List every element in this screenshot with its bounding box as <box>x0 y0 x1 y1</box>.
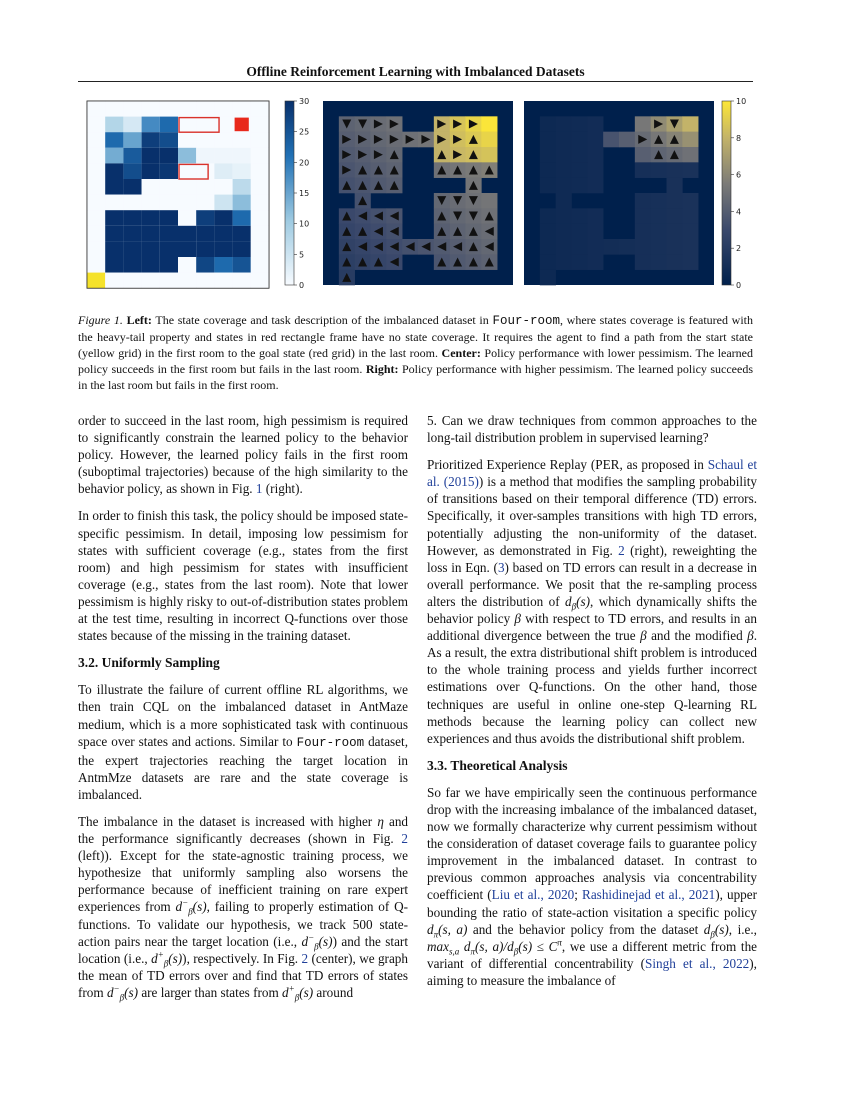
caption-right-head: Right: <box>365 362 399 376</box>
goal-cell <box>235 118 249 132</box>
value-cell <box>587 147 603 163</box>
value-cell <box>635 254 651 270</box>
heatmap-cell <box>87 101 105 117</box>
heatmap-cell <box>233 101 251 117</box>
value-cell <box>587 239 603 255</box>
heatmap-cell <box>178 148 196 164</box>
heatmap-cell <box>105 117 123 133</box>
value-cell <box>667 178 683 194</box>
value-cell <box>572 162 588 178</box>
heatmap-cell <box>142 179 160 195</box>
heatmap-cell <box>251 257 269 273</box>
value-cell <box>682 116 698 132</box>
value-cell <box>587 116 603 132</box>
value-cell <box>572 224 588 240</box>
value-cell <box>572 254 588 270</box>
figure-1 <box>78 95 753 295</box>
colorbar-tick-label: 10 <box>736 97 747 106</box>
heatmap-cell <box>214 132 232 148</box>
math-d-beta-minus: $d^-_\beta(s)$ <box>106 983 139 1003</box>
heatmap-cell <box>233 273 251 289</box>
heatmap-cell <box>105 273 123 289</box>
math-beta: β <box>747 628 754 644</box>
value-cell <box>587 132 603 148</box>
value-cell <box>540 208 556 224</box>
value-cell <box>540 162 556 178</box>
value-cell <box>635 147 651 163</box>
colorbar-tick-label: 6 <box>736 170 742 180</box>
colorbar-tick-label: 15 <box>299 189 310 198</box>
value-cell <box>619 132 635 148</box>
heatmap-cell <box>160 257 178 273</box>
caption-text: Policy performance with lower pessimism. The learned policy succeeds in the first room but fails in the last room. <box>78 346 754 376</box>
value-cell <box>635 162 651 178</box>
policy-higher-pessimism <box>524 101 714 285</box>
value-cell <box>587 208 603 224</box>
heatmap-cell <box>251 163 269 179</box>
value-cell <box>587 224 603 240</box>
value-cell <box>540 178 556 194</box>
value-cell <box>682 254 698 270</box>
heatmap-cell <box>178 163 196 179</box>
colorbar-tick-label: 10 <box>299 219 310 229</box>
value-cell <box>635 193 651 209</box>
heatmap-cell <box>123 148 141 164</box>
heatmap-cell <box>123 241 141 257</box>
value-cell <box>556 132 572 148</box>
value-cell <box>651 239 667 255</box>
heatmap-cell <box>142 257 160 273</box>
value-cell <box>682 224 698 240</box>
value-cell <box>682 208 698 224</box>
section-heading-3-3: 3.3. Theoretical Analysis <box>427 757 568 773</box>
heatmap-cell <box>251 101 269 117</box>
right-column <box>427 412 757 999</box>
heatmap-cell <box>142 210 160 226</box>
colorbar-tick-label: 2 <box>736 244 742 254</box>
math-d-beta: $d_\beta(s)$ <box>565 593 591 612</box>
heatmap-cell <box>142 117 160 133</box>
heatmap-cell <box>178 226 196 242</box>
heatmap-cell <box>105 226 123 242</box>
value-cell <box>682 147 698 163</box>
value-cell <box>667 193 683 209</box>
heatmap-cell <box>160 163 178 179</box>
paragraph: 5. Can we draw techniques from common approaches to the long-tail distribution problem in supervised learning? <box>427 413 757 446</box>
colorbar-value <box>722 101 731 285</box>
heatmap-cell <box>142 132 160 148</box>
heatmap-cell <box>178 210 196 226</box>
heatmap-cell <box>105 101 123 117</box>
heatmap-cell <box>233 179 251 195</box>
value-cell <box>572 132 588 148</box>
value-cell <box>556 178 572 194</box>
heatmap-cell <box>123 195 141 211</box>
heatmap-cell <box>251 179 269 195</box>
math-eta: η <box>377 813 384 829</box>
citation-link[interactable]: Singh et al., 2022 <box>645 955 750 971</box>
caption-text: Policy performance with higher pessimism. The learned policy succeeds in the last room but fails in the first room. <box>78 362 754 392</box>
value-cell <box>572 178 588 194</box>
value-cell <box>682 132 698 148</box>
value-cell <box>651 162 667 178</box>
value-cell <box>481 147 497 163</box>
math-d-beta-minus: $d^-_\beta(s)$ <box>175 898 207 918</box>
value-cell <box>556 162 572 178</box>
heatmap-cell <box>105 148 123 164</box>
math-d-beta-minus: $d^-_\beta(s)$ <box>301 932 333 952</box>
math-d-beta-plus: $d^+_\beta(s)$ <box>282 983 314 1003</box>
value-cell <box>651 254 667 270</box>
heatmap-cell <box>160 226 178 242</box>
heatmap-cell <box>196 163 214 179</box>
colorbar-tick-label: 4 <box>736 207 742 217</box>
value-cell <box>651 208 667 224</box>
heatmap-cell <box>251 226 269 242</box>
heatmap-cell <box>123 132 141 148</box>
caption-text: The state coverage and task description of the imbalanced dataset in <box>151 313 493 327</box>
heatmap-cell <box>87 210 105 226</box>
value-cell <box>587 162 603 178</box>
heatmap-cell <box>123 163 141 179</box>
heatmap-cell <box>123 210 141 226</box>
value-cell <box>556 239 572 255</box>
heatmap-cell <box>196 148 214 164</box>
value-cell <box>481 116 497 132</box>
heatmap-cell <box>233 241 251 257</box>
value-cell <box>667 254 683 270</box>
heatmap-cell <box>196 132 214 148</box>
heatmap-cell <box>87 179 105 195</box>
value-cell <box>481 132 497 148</box>
heatmap-cell <box>178 195 196 211</box>
paragraph: To illustrate the failure of current offline RL algorithms, we then train CQL on the imbalanced dataset in AntMaze medium, which is a more sophisticated task with continuous space over states and actions. Similar to Four-room dataset, the expert trajectories reaching the target location in AntmMze datasets are rare and the state coverage is imbalanced. <box>78 682 408 802</box>
heatmap-cell <box>160 210 178 226</box>
heatmap-cell <box>196 179 214 195</box>
heatmap-cell <box>178 257 196 273</box>
heatmap-cell <box>178 117 196 133</box>
heatmap-cell <box>123 101 141 117</box>
citation-link[interactable]: Schaul et al. (2015) <box>427 457 757 490</box>
heatmap-cell <box>105 163 123 179</box>
value-cell <box>603 239 619 255</box>
paragraph: order to succeed in the last room, high pessimism is required to significantly constrain the learned policy to the behavior policy. However, the learned policy fails in the first room (suboptimal trajectories) because of the high similarity to the behavior policy, as shown in Fig. 1 (right). <box>78 413 408 497</box>
colorbar-coverage <box>285 101 294 285</box>
colorbar-tick-label: 8 <box>736 133 742 143</box>
value-cell <box>572 147 588 163</box>
heatmap-cell <box>160 179 178 195</box>
value-cell <box>572 208 588 224</box>
heatmap-cell <box>214 241 232 257</box>
heatmap-cell <box>123 226 141 242</box>
heatmap-cell <box>214 101 232 117</box>
heatmap-cell <box>105 210 123 226</box>
value-cell <box>635 224 651 240</box>
heatmap-cell <box>105 241 123 257</box>
figure-ref-link[interactable]: 2 <box>301 950 309 966</box>
heatmap-cell <box>87 132 105 148</box>
left-column <box>78 412 408 1011</box>
heatmap-cell <box>160 132 178 148</box>
heatmap-cell <box>87 163 105 179</box>
heatmap-cell <box>214 257 232 273</box>
citation-link[interactable]: Liu et al., 2020 <box>491 887 575 903</box>
heatmap-cell <box>142 273 160 289</box>
heatmap-cell <box>142 241 160 257</box>
value-cell <box>556 193 572 209</box>
heatmap-cell <box>87 148 105 164</box>
policy-lower-pessimism <box>323 101 513 285</box>
heatmap-cell <box>87 273 105 289</box>
figure-ref-link[interactable]: 1 <box>255 481 263 497</box>
figure-ref-link[interactable]: 2 <box>618 542 625 558</box>
value-cell <box>682 193 698 209</box>
colorbar-coverage-ticks <box>294 97 309 290</box>
value-cell <box>587 254 603 270</box>
heatmap-cell <box>233 226 251 242</box>
heatmap-cell <box>160 117 178 133</box>
heatmap-cell <box>214 179 232 195</box>
heatmap-cell <box>123 179 141 195</box>
colorbar-tick-label: 30 <box>299 97 310 106</box>
colorbar-tick-label: 5 <box>299 250 305 260</box>
caption-text: , where states coverage is featured with the heavy-tail property and states in red rectangle frame have no state coverage. It requires the agent to find a path from the start state (yellow grid) in the first room to the goal state (red grid) in the last room. <box>78 313 754 360</box>
heatmap-cell <box>87 195 105 211</box>
heatmap-cell <box>214 226 232 242</box>
value-cell <box>540 224 556 240</box>
colorbar-tick-label: 25 <box>299 127 310 137</box>
math-ratio-bound: $\max_{s,a} d_\pi(s$, $a)/d_\beta(s) \le C^\pi$ <box>427 937 562 957</box>
heatmap-cell <box>233 195 251 211</box>
heatmap-cell <box>196 117 214 133</box>
value-cell <box>651 193 667 209</box>
heatmap-cell <box>142 195 160 211</box>
section-heading-3-2: 3.2. Uniformly Sampling <box>78 655 220 671</box>
math-d-beta: $d_\beta(s)$ <box>703 921 729 940</box>
value-cell <box>556 116 572 132</box>
heatmap-cell <box>105 195 123 211</box>
heatmap-cell <box>142 101 160 117</box>
math-d-beta-plus: $d^+_\beta(s)$ <box>151 949 183 969</box>
value-cell <box>556 224 572 240</box>
value-cell <box>540 116 556 132</box>
heatmap-cell <box>251 195 269 211</box>
heatmap-cell <box>196 273 214 289</box>
heatmap-cell <box>87 241 105 257</box>
heatmap-cell <box>214 210 232 226</box>
coverage-heatmap <box>87 101 269 288</box>
heatmap-cell <box>142 226 160 242</box>
colorbar-tick-label: 20 <box>299 158 310 168</box>
heatmap-cell <box>178 179 196 195</box>
value-cell <box>540 147 556 163</box>
value-cell <box>540 270 556 286</box>
heatmap-cell <box>233 163 251 179</box>
value-cell <box>619 239 635 255</box>
value-cell <box>667 224 683 240</box>
heatmap-cell <box>123 117 141 133</box>
heatmap-cell <box>251 117 269 133</box>
heatmap-cell <box>251 241 269 257</box>
value-cell <box>587 178 603 194</box>
heatmap-cell <box>160 101 178 117</box>
heatmap-cell <box>123 273 141 289</box>
heatmap-cell <box>233 132 251 148</box>
heatmap-cell <box>251 210 269 226</box>
heatmap-cell <box>196 257 214 273</box>
heatmap-cell <box>196 101 214 117</box>
heatmap-cell <box>160 273 178 289</box>
heatmap-cell <box>214 148 232 164</box>
heatmap-cell <box>196 226 214 242</box>
value-cell <box>635 208 651 224</box>
heatmap-cell <box>123 257 141 273</box>
heatmap-cell <box>214 163 232 179</box>
heatmap-cell <box>87 257 105 273</box>
citation-link[interactable]: Rashidinejad et al., 2021 <box>582 887 716 903</box>
heatmap-cell <box>214 195 232 211</box>
heatmap-cell <box>105 257 123 273</box>
heatmap-cell <box>178 241 196 257</box>
value-cell <box>635 239 651 255</box>
value-cell <box>667 208 683 224</box>
env-name: Four-room <box>296 735 365 750</box>
heatmap-cell <box>87 117 105 133</box>
heatmap-cell <box>142 163 160 179</box>
value-cell <box>682 162 698 178</box>
heatmap-cell <box>251 148 269 164</box>
math-d-pi: $d_\pi(s$, a) <box>427 921 468 940</box>
value-cell <box>667 239 683 255</box>
value-cell <box>540 239 556 255</box>
heatmap-cell <box>233 210 251 226</box>
colorbar-value-ticks <box>731 97 746 290</box>
value-cell <box>572 239 588 255</box>
value-cell <box>556 208 572 224</box>
value-cell <box>556 147 572 163</box>
heatmap-cell <box>233 257 251 273</box>
heatmap-cell <box>251 132 269 148</box>
math-beta: β <box>640 628 647 644</box>
value-cell <box>540 132 556 148</box>
paragraph: Prioritized Experience Replay (PER, as proposed in Schaul et al. (2015)) is a method that modifies the sampling probability of transitions based on their temporal difference (TD) errors. Specifically, it over-samples transitions with high TD errors, potentially adjusting the non-uniformity of the dataset. However, as demonstrated in Fig. 2 (right), reweighting the loss in Eqn. (3) based on TD errors can result in a decrease in overall performance. We posit that the re-sampling process alters the distribution of $d_\beta(s)$, which dynamically shifts the behavior policy β with respect to TD errors, and results in an additional divergence between the true β and the modified β. As a result, the extra distributional shift problem is introduced to the whole training process and yields further incorrect estimations over Q-functions. On the other hand, those techniques are useful in online one-step Q-learning RL methods because the learning policy can collect new experiences and thus avoids the distributional shift problem. <box>427 457 758 746</box>
colorbar-tick-label: 0 <box>299 281 305 290</box>
heatmap-cell <box>142 148 160 164</box>
value-cell <box>667 162 683 178</box>
value-cell <box>651 224 667 240</box>
value-cell <box>572 116 588 132</box>
heatmap-cell <box>233 148 251 164</box>
value-cell <box>481 193 497 209</box>
figure-ref-link[interactable]: 2 <box>401 831 408 847</box>
heatmap-cell <box>160 195 178 211</box>
value-cell <box>556 254 572 270</box>
heatmap-cell <box>196 210 214 226</box>
value-cell <box>603 132 619 148</box>
caption-label: Figure 1. <box>78 313 123 327</box>
heatmap-cell <box>87 226 105 242</box>
figure-caption <box>78 312 753 393</box>
heatmap-cell <box>105 132 123 148</box>
paragraph: So far we have empirically seen the continuous performance drop with the increasing imbalance of the imbalanced dataset, now we formally characterize why current pessimism without the consideration of dataset coverage fails to guarantee policy improvement in the imbalanced dataset. In contrast to previous common approaches analysis via concentrability coefficient (Liu et al., 2020; Rashidinejad et al., 2021), upper bounding the ratio of state-action visitation a specific policy $d_\pi(s$, a) and the behavior policy from the dataset $d_\beta(s)$, i.e., $\max_{s,a} d_\pi(s$, $a)/d_\beta(s) \le C^\pi$, we use a different metric from the variant of differential concentrability (Singh et al., 2022), aiming to measure the imbalance of <box>427 784 758 988</box>
heatmap-cell <box>178 273 196 289</box>
caption-center-head: Center: <box>441 346 481 360</box>
value-cell <box>540 254 556 270</box>
figure-1-panels <box>78 95 753 295</box>
equation-ref-link[interactable]: 3 <box>497 559 505 575</box>
heatmap-cell <box>178 132 196 148</box>
paragraph: The imbalance in the dataset is increased with higher η and the performance significantly decreases (shown in Fig. 2 (left)). Except for the state-agnostic training process, we hypothesize that uniformly sampling also worsens the performance because of inefficient training on rare expert experiences from $d^-_\beta(s)$, failing to properly estimation of Q-functions. To validate our hypothesis, we track 500 state-action pairs near the target location (i.e., $d^-_\beta(s)$) and the start location (i.e., $d^+_\beta(s)$), respectively. In Fig. 2 (center), we graph the mean of TD errors over and find that TD errors of states from $d^-_\beta(s)$ are larger than states from $d^+_\beta(s)$ around <box>78 813 409 1003</box>
value-cell <box>682 239 698 255</box>
colorbar-tick-label: 0 <box>736 281 742 290</box>
heatmap-cell <box>196 241 214 257</box>
heatmap-cell <box>214 273 232 289</box>
heatmap-cell <box>160 241 178 257</box>
env-name: Four-room <box>492 314 560 328</box>
running-header: Offline Reinforcement Learning with Imbalanced Datasets <box>246 64 585 79</box>
heatmap-cell <box>105 179 123 195</box>
heatmap-cell <box>214 117 232 133</box>
heatmap-cell <box>160 148 178 164</box>
value-cell <box>635 116 651 132</box>
paragraph: In order to finish this task, the policy should be imposed state-specific pessimism. In detail, imposing low pessimism for states with sufficient coverage (e.g., states from the first room) and high pessimism for states with insufficient coverage (e.g., states from the last room). Note that lower pessimism is highly risky to out-of-distribution states problem at the test time, resulting in incorrect Q-functions over those states because of the missing in the training dataset. <box>78 508 408 644</box>
math-beta: β <box>514 611 521 627</box>
caption-left-head: Left: <box>126 313 152 327</box>
heatmap-cell <box>251 273 269 289</box>
heatmap-cell <box>178 101 196 117</box>
header-rule <box>78 81 753 82</box>
heatmap-cell <box>196 195 214 211</box>
